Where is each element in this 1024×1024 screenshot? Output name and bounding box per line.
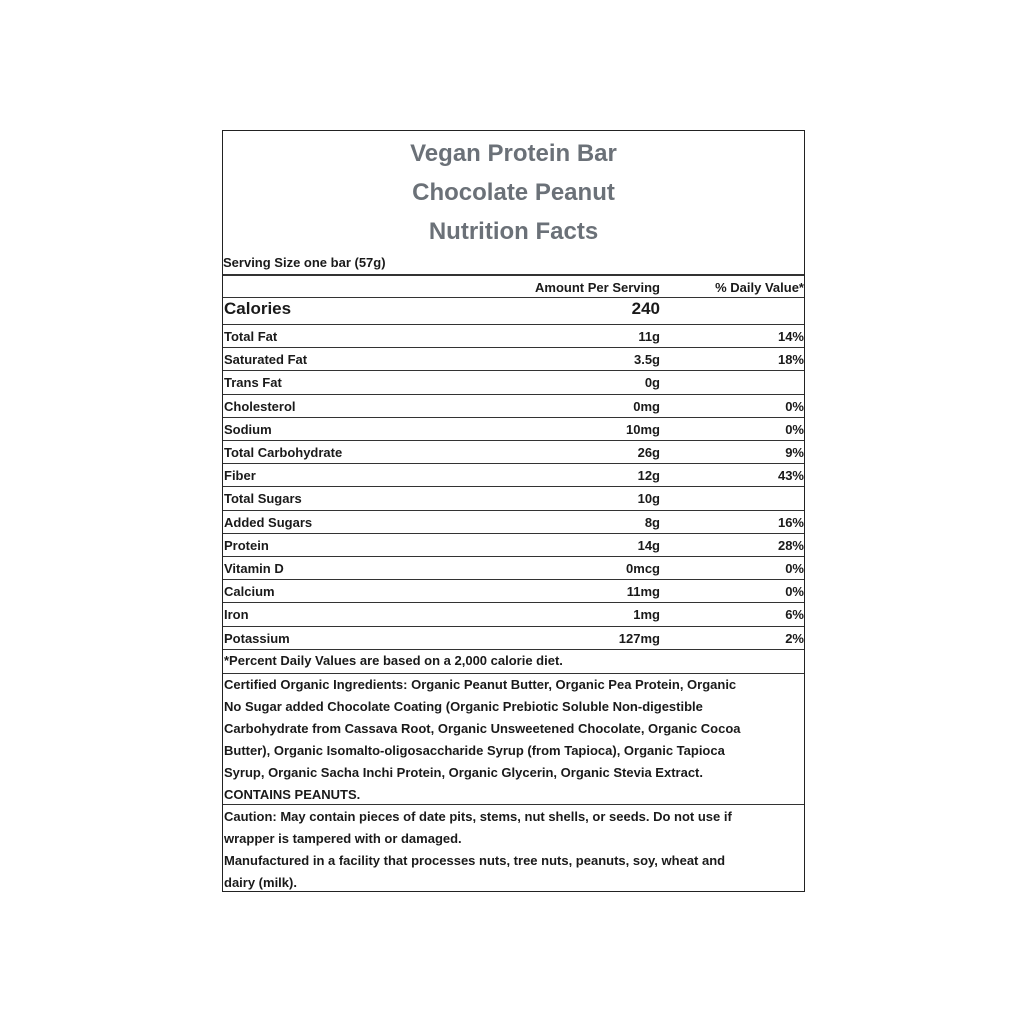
nutrient-name: Sodium — [224, 422, 272, 437]
nutrient-daily-value: 9% — [785, 445, 804, 460]
nutrient-row — [223, 464, 804, 487]
daily-value-header: % Daily Value* — [715, 280, 804, 295]
nutrient-row — [223, 511, 804, 534]
nutrient-name: Trans Fat — [224, 375, 282, 390]
nutrient-row — [223, 534, 804, 557]
nutrient-daily-value: 18% — [777, 352, 804, 367]
column-header-row — [223, 276, 804, 299]
daily-value-footnote: *Percent Daily Values are based on a 2,000 calorie diet. — [224, 653, 563, 668]
calories-row — [223, 298, 804, 321]
nutrient-amount: 8g — [644, 515, 660, 530]
nutrient-amount: 14g — [637, 538, 660, 553]
serving-size: Serving Size one bar (57g) — [223, 255, 386, 270]
nutrient-name: Vitamin D — [224, 561, 284, 576]
nutrient-name: Total Carbohydrate — [224, 445, 343, 460]
amount-per-serving-header: Amount Per Serving — [535, 280, 660, 295]
nutrient-daily-value: 0% — [785, 561, 804, 576]
nutrient-name: Potassium — [224, 631, 290, 646]
nutrient-amount: 26g — [637, 445, 660, 460]
caution-statement — [224, 806, 784, 894]
nutrient-name: Cholesterol — [224, 399, 296, 414]
nutrient-row — [223, 557, 804, 580]
nutrient-amount: 10mg — [626, 422, 660, 437]
nutrient-amount: 10g — [637, 491, 660, 506]
nutrient-amount: 0g — [644, 375, 660, 390]
ingredients-line: Certified Organic Ingredients: Organic Peanut Butter, Organic Pea Protein, Organic — [224, 677, 737, 692]
nutrient-row — [223, 348, 804, 371]
ingredients-line: No Sugar added Chocolate Coating (Organic Prebiotic Soluble Non-digestible — [224, 699, 703, 714]
nutrient-amount: 3.5g — [633, 352, 660, 367]
nutrient-amount: 0mg — [633, 399, 660, 414]
nutrient-amount: 127mg — [618, 631, 660, 646]
caution-line: wrapper is tampered with or damaged. — [224, 831, 462, 846]
nutrient-name: Added Sugars — [224, 515, 313, 530]
nutrient-daily-value: 16% — [777, 515, 804, 530]
nutrient-row — [223, 371, 804, 394]
nutrient-amount: 11mg — [626, 584, 660, 599]
nutrient-amount: 0mcg — [626, 561, 660, 576]
ingredients-line: Syrup, Organic Sacha Inchi Protein, Organic Glycerin, Organic Stevia Extract. — [224, 765, 703, 780]
nutrient-amount: 1mg — [633, 607, 660, 622]
nutrient-name: Total Fat — [224, 329, 278, 344]
ingredients-line: Butter), Organic Isomalto-oligosaccharide Syrup (from Tapioca), Organic Tapioca — [224, 743, 725, 758]
facility-line: Manufactured in a facility that processes nuts, tree nuts, peanuts, soy, wheat and — [224, 853, 726, 868]
nutrient-amount: 12g — [637, 468, 660, 483]
nutrient-name: Iron — [224, 607, 249, 622]
nutrient-name: Calcium — [224, 584, 275, 599]
ingredients-line: Carbohydrate from Cassava Root, Organic Unsweetened Chocolate, Organic Cocoa — [224, 721, 741, 736]
nutrient-daily-value: 0% — [785, 422, 804, 437]
nutrient-daily-value: 6% — [785, 607, 804, 622]
calories-label: Calories — [224, 299, 292, 318]
nutrient-daily-value: 14% — [777, 329, 804, 344]
nutrient-row — [223, 325, 804, 348]
product-flavor: Chocolate Peanut — [412, 179, 615, 206]
facility-line: dairy (milk). — [224, 875, 297, 890]
nutrient-row — [223, 441, 804, 464]
nutrient-name: Fiber — [224, 468, 256, 483]
nutrient-amount: 11g — [638, 329, 660, 344]
nutrient-row — [223, 487, 804, 510]
nutrient-daily-value: 2% — [785, 631, 804, 646]
nutrient-daily-value: 0% — [785, 584, 804, 599]
nutrient-name: Saturated Fat — [224, 352, 308, 367]
ingredients-list — [224, 674, 784, 806]
nutrition-facts-heading: Nutrition Facts — [428, 218, 599, 245]
title-block — [223, 134, 804, 251]
nutrient-name: Total Sugars — [224, 491, 302, 506]
divider — [223, 804, 804, 805]
nutrient-row — [223, 603, 804, 626]
calories-value: 240 — [631, 299, 660, 318]
nutrient-daily-value: 0% — [785, 399, 804, 414]
allergen-statement: CONTAINS PEANUTS. — [224, 787, 361, 802]
nutrient-row — [223, 395, 804, 418]
nutrient-daily-value: 28% — [777, 538, 804, 553]
nutrient-name: Protein — [224, 538, 269, 553]
product-name: Vegan Protein Bar — [410, 140, 617, 167]
divider — [223, 649, 804, 650]
nutrient-daily-value: 43% — [777, 468, 804, 483]
nutrient-row — [223, 580, 804, 603]
nutrient-row — [223, 418, 804, 441]
nutrition-label — [222, 130, 805, 892]
caution-line: Caution: May contain pieces of date pits, stems, nut shells, or seeds. Do not use if — [224, 809, 732, 824]
nutrient-row — [223, 627, 804, 650]
